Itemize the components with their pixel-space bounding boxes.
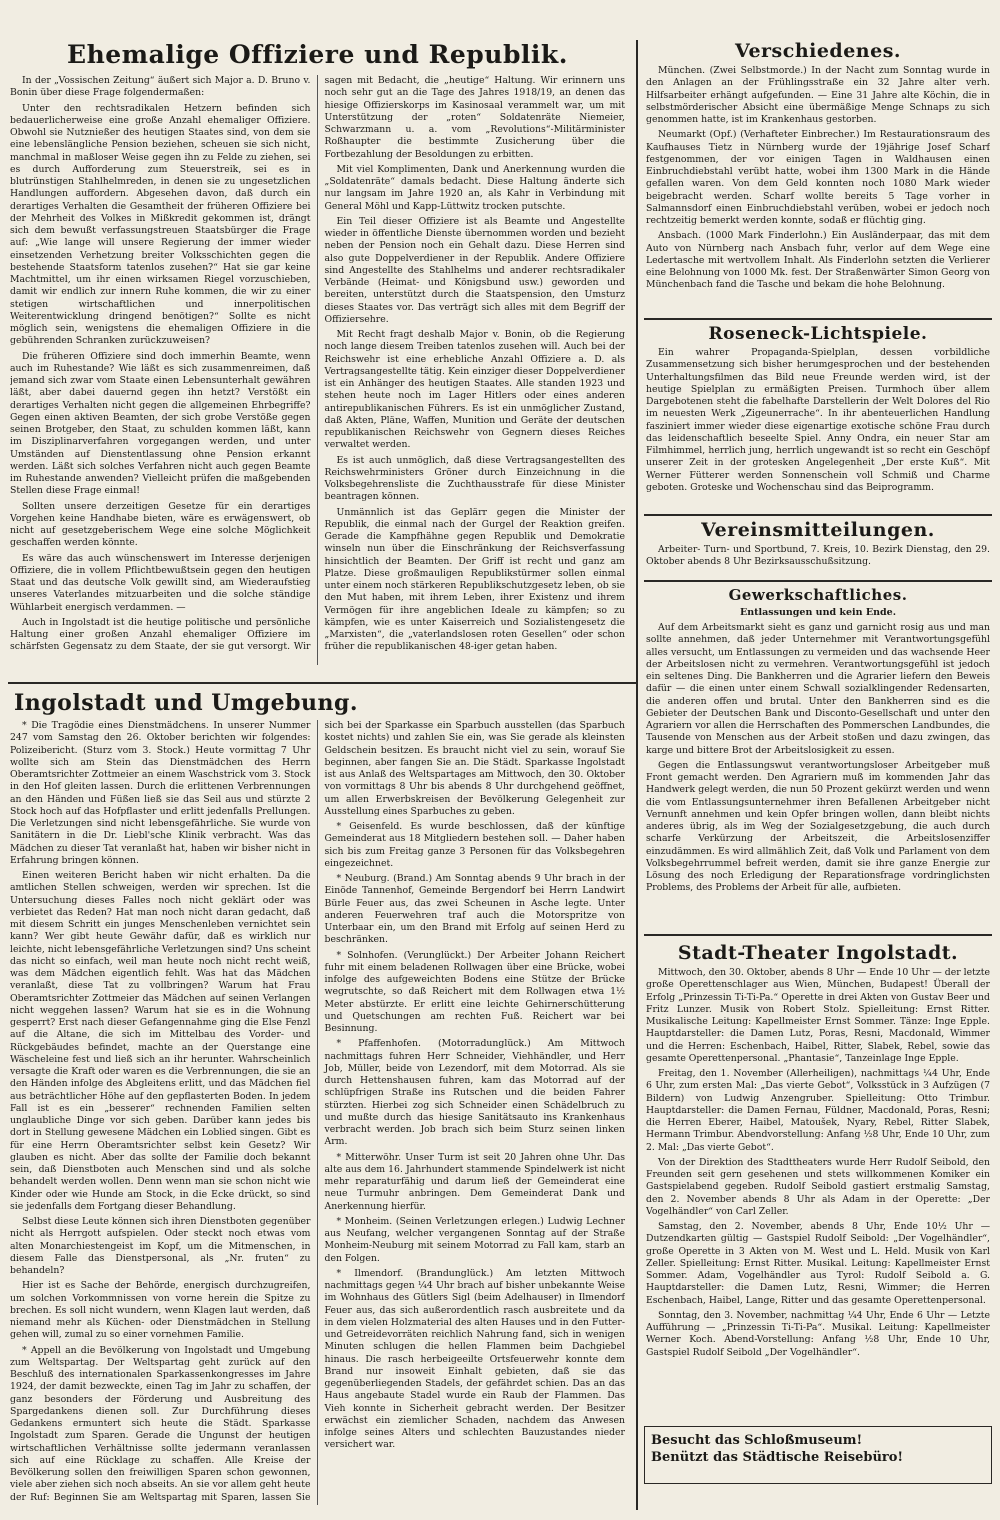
ingolstadt-paragraph: Selbst diese Leute können sich ihren Dienstboten gegenüber nicht als Herrgott aufspielen. Oder steckt noch etwas vom alten Monarchiestengeist im Kopf, um die Mitmenschen, in diesem Falle das Dienstpersonal, als „Nr. fruten“ zu behandeln? <box>10 1216 311 1276</box>
ingolstadt-paragraph: * Ilmendorf. (Brandunglück.) Am letzten Mittwoch nachmittags gegen ¼4 Uhr brach auf bisher unbekannte Weise im Wohnhaus des Gütlers Sigl (beim Adelhauser) in Ilmendorf Feuer aus, das sich außerordentlich rasch ausbreitete und da in dem vielen Holzmaterial des alten Hauses und in den Futter- und Getreidevorräten reichlich Nahrung fand, sich in wenigen Minuten schlugen die hellen Flammen beim Dachgiebel hinaus. Die rasch herbeigeeilte Ortsfeuerwehr konnte dem Brand nur insoweit Einhalt gebieten, daß sie das gegenüberliegenden Stadels, der gefährdet schien. Das an das Haus angebaute Stadel wurde ein Raub der Flammen. Das Vieh konnte in Sicherheit gebracht werden. Der Besitzer erwächst ein ziemlicher Schaden, nachdem das Anwesen infolge seines Alters und schlechten Bauzustandes nieder versichert war. <box>324 1267 625 1451</box>
officers-body <box>10 75 625 665</box>
gewerk-paragraph: Gegen die Entlassungswut verantwortungsloser Arbeitgeber muß Front gemacht werden. Den Agrariern muß im kommenden Jahr das Handwerk gelegt werden, die nun 50 Prozent gekürzt werden und wenn die vom Entlassungsunternehmer ihren Befallenen Arbeitgeber nicht Vernunft annehmen und kein Opfer bringen wollen, dann bleibt nichts anderes übrig, als im Weg der Sozialgesetzgebung, die auch durch scharfe Verkürzung der Arbeitszeit, die Arbeitslosenziffer einzudämmen. Es wird allmählich Zeit, daß Volk und Parlament von dem Volksbegehrrummel befreit werden, damit sie ihre ganze Energie zur Lösung des noch Erledigung der Reparationsfrage vordringlichsten Problems, des Problems der Arbeit für alle, aufbieten. <box>646 759 990 894</box>
officers-paragraph: Mit viel Komplimenten, Dank und Anerkennung wurden die „Soldatenräte“ damals bedacht. Diese Haltung änderte sich nur langsam im Jahre 1920 an, als Kahr in Verbindung mit General Möhl und Kapp-Lüttwitz trocken putschte. <box>324 163 625 212</box>
ingolstadt-body <box>10 720 625 1505</box>
verschiedenes-paragraph: Neumarkt (Opf.) (Verhafteter Einbrecher.) Im Restaurationsraum des Kaufhauses Tietz in Nürnberg wurde der 19jährige Josef Scharf festgenommen, der vor einigen Tagen in Waldhausen einen Einbruchdiebstahl verübt hatte, wobei ihm 1300 Mark in die Hände gefallen waren. Von dem Geld konnten noch 1080 Mark wieder beigebracht werden. Scharf wollte bereits 5 Tage vorher in Salmannsdorf einen Einbruchdiebstahl verüben, wobei er jedoch noch rechtzeitig bemerkt werden konnte, sodaß er flüchtig ging. <box>646 129 990 226</box>
verein-article <box>646 519 990 575</box>
ingolstadt-article <box>10 690 625 1510</box>
ingolstadt-paragraph: * Monheim. (Seinen Verletzungen erlegen.) Ludwig Lechner aus Neufang, welcher vergangenen Sonntag auf der Straße Monheim-Neuburg mit seinem Motorrad zu Fall kam, starb an den Folgen. <box>324 1215 625 1264</box>
rosenecker-article <box>646 324 990 508</box>
section-divider <box>8 682 636 684</box>
ingolstadt-paragraph: * Solnhofen. (Verunglückt.) Der Arbeiter Johann Reichert fuhr mit einem beladenen Rollwagen über eine Brücke, wobei infolge des aufgeweichten Bodens eine Stütze der Brücke wegrutschte, so daß Reichert mit dem Rollwagen etwa 1½ Meter abstürzte. Er erlitt eine leichte Gehirnerschütterung und Quetschungen am rechten Fuß. Reichert war bei Besinnung. <box>324 949 625 1034</box>
ingolstadt-paragraph: * Mitterwöhr. Unser Turm ist seit 20 Jahren ohne Uhr. Das alte aus dem 16. Jahrhundert stammende Spindelwerk ist nicht mehr reparaturfähig und darum ließ der Gemeinderat eine neue Turmuhr anbringen. Dem Gemeinderat Dank und Anerkennung hierfür. <box>324 1151 625 1212</box>
ingolstadt-headline: Ingolstadt und Umgebung. <box>14 690 358 716</box>
ingolstadt-paragraph: * Neuburg. (Brand.) Am Sonntag abends 9 Uhr brach in der Einöde Tannenhof, Gemeinde Bergendorf bei Herrn Landwirt Bürle Feuer aus, das zwei Scheunen in Asche legte. Unter anderen Feuerwehren traf auch die Motorspritze von Unterbaar ein, um den Brand mit Erfolg auf seinen Herd zu beschränken. <box>324 873 625 946</box>
ingolstadt-paragraph: * Geisenfeld. Es wurde beschlossen, daß der künftige Gemeinderat aus 18 Mitgliedern bestehen soll. — Daher haben sich bis zum Freitag ganze 3 Personen für das Volksbegehren eingezeichnet. <box>324 821 625 869</box>
theater-paragraph: Sonntag, den 3. November, nachmittag ¼4 Uhr, Ende 6 Uhr — Letzte Aufführung — „Prinzessin Ti-Ti-Pa“. Musikal. Leitung: Kapellmeister Werner Koch. Abend-Vorstellung: Anfang ½8 Uhr, Ende 10 Uhr, Gastspiel Rudolf Seibold „Der Vogelhändler“. <box>646 1309 990 1358</box>
column-divider <box>636 40 638 1510</box>
ingolstadt-paragraph: * Appell an die Bevölkerung von Ingolstadt und Umgebung zum Weltspartag. Der Weltspartag geht zurück auf den Beschluß des internationalen Sparkassenkongresses im Jahre 1924, der damit bezweckte, einen Tag im Jahr zu schaffen, der ganz besonders der Förderung und Ausbreitung des Spargedankens dienen soll. Zur Durchführung dieses Gedankens ermuntert sich heute die Städt. Sparkasse Ingolstadt zum Sparen. Gerade die Ungunst der heutigen wirtschaftlichen Verhältnisse sollte jedermann veranlassen sich auf eine Rücklage zu schaffen. Alle Kreise der Bevölkerung sollen den freiwilligen Sparen schon gewonnen, viele aber ziehen sich noch abseits. An sie vor allem geht heute der Ruf: Beginnen Sie am Weltspartag mit Sparen, lassen Sie sich bei der Sparkasse ein Sparbuch ausstellen (das Sparbuch kostet nichts) und zahlen Sie ein, was Sie gerade als kleinsten Geldschein besitzen. Es braucht nicht viel zu sein, worauf Sie beginnen, aber fangen Sie an. Die Städt. Sparkasse Ingolstadt ist aus Anlaß des Weltspartages am Mittwoch, den 30. Oktober von vormittags 8 Uhr bis abends 8 Uhr durchgehend geöffnet, um allen Erwerbskreisen der Bevölkerung Gelegenheit zur Ausstellung eines Sparbuches zu geben. <box>10 720 625 1503</box>
verein-text: Arbeiter- Turn- und Sportbund, 7. Kreis, 10. Bezirk Dienstag, den 29. Oktober abends 8 Uhr Bezirksausschußsitzung. <box>646 544 990 568</box>
ingolstadt-paragraph: Einen weiteren Bericht haben wir nicht erhalten. Da die amtlichen Stellen schweigen, werden wir sprechen. Ist die Untersuchung dieses Falles noch nicht geklärt oder was verbietet das Reden? Hat man noch nicht daran gedacht, daß mit diesem Schritt ein junges Menschenleben vernichtet sein kann? Wer gibt heute Gewähr dafür, daß es wirklich nur leichte, nicht lebensgefährliche Verletzungen sind? Uns scheint das nicht so einfach, weil man heute noch nicht recht weiß, was dem Mädchen eigentlich fehlt. Was hat das Mädchen veranlaßt, diese Tat zu vollbringen? Warum hat Frau Oberamtsrichter Zottmeier das Mädchen auf seinen Verlangen nicht weggehen lassen? Warum hat sie es in die Wohnung gesperrt? Erst nach dieser Gefangennahme ging die Else Fenzl auf die Altane, die sich im Mittelbau des Vorder- und Rückgebäudes befindet, machte an der Querstange eine Wäscheleine fest und ließ sich an ihr herunter. Wahrscheinlich versagte die Kraft oder waren es die Verbrennungen, die sie an den Händen infolge des Abgleitens erlitt, und das Mädchen fiel aus beträchtlicher Höhe auf den gepflasterten Boden. In jedem Fall ist es ein „besserer“ rechnenden Familien selten unglaubliche Dinge vor sich geben. Darüber kann jedes bis dort in Stellung gewesene Mädchen ein Loblied singen. Gibt es für eine Herrn Oberamtsrichter selbst kein Gesetz? Wir glauben es nicht. Aber das sollte der Familie doch bekannt sein, daß Dienstboten auch Menschen sind und als solche behandelt werden wollen. Denn wenn man sie schon nicht wie Kinder oder wie Hunde am Stock, in die Ecke drückt, so sind sie jedenfalls dem Fortgang dieser Behandlung. <box>10 870 311 1212</box>
rosenecker-headline: Roseneck-Lichtspiele. <box>708 324 928 344</box>
section-divider <box>644 514 992 516</box>
theater-paragraph: Samstag, den 2. November, abends 8 Uhr, Ende 10½ Uhr — Dutzendkarten gültig — Gastspiel Rudolf Seibold: „Der Vogelhändler“, große Operette in 3 Akten von M. West und L. Held. Musik von Karl Zeller. Spielleitung: Ernst Ritter. Musikal. Leitung: Kapellmeister Ernst Sommer. Adam, Vogelhändler aus Tyrol: Rudolf Seibold a. G. Hauptdarsteller: die Damen Lutz, Resni, Wimmer; die Herren Eschenbach, Haibel, Lange, Ritter und das gesamte Operettenpersonal. <box>646 1221 990 1306</box>
officers-paragraph: Die früheren Offiziere sind doch immerhin Beamte, wenn auch im Ruhestande? Wie läßt es sich zusammenreimen, daß jemand sich zwar vom Staate einen Lebensunterhalt gewähren läßt, aber dabei dauernd gegen ihn hetzt? Verstößt ein derartiges Verhalten nicht gegen die allgemeinen Ehrbegriffe? Gegen einen aktiven Beamten, der sich grobe Verstöße gegen seinen Brotgeber, den Staat, zu schulden kommen läßt, kann im Disziplinarverfahren vorgegangen werden, und unter Umständen auf Dienstentlassung ohne Pension erkannt werden. Läßt sich solches Verfahren nicht auch gegen Beamte im Ruhestande anwenden? Vielleicht prüfen die maßgebenden Stellen diese Frage einmal! <box>10 350 311 497</box>
rosenecker-text: Ein wahrer Propaganda-Spielplan, dessen vorbildliche Zusammensetzung sich bisher herumgesprochen und der bestehenden Unterhaltungsfilmen das Bild neue Freunde werden wird, ist der heutige Spielplan zu ermäßigten Preisen. Turmhoch über allem Dargebotenen steht die fabelhafte Darstellerin der Welt Dolores del Rio im neuesten Werk „Zigeunerrache“. In ihr abenteuerlichen Handlung fasziniert immer wieder diese eigenartige exotische schöne Frau durch das leidenschaftlich beseelte Spiel. Anny Ondra, ein neuer Star am Filmhimmel, herrlich jung, herrlich ungewandt ist so recht ein Geschöpf unserer Zeit in der grotesken Angelegenheit „Der erste Kuß“. Mit Werner Fütterer werden Sonnenschein voll Schmiß und Charme geboten. Groteske und Wochenschau sind das Beiprogramm. <box>646 347 990 493</box>
verein-headline: Vereinsmitteilungen. <box>701 519 935 541</box>
theater-paragraph: Freitag, den 1. November (Allerheiligen), nachmittags ¼4 Uhr, Ende 6 Uhr, zum ersten Mal: „Das vierte Gebot“, Volksstück in 3 Aufzügen (7 Bildern) von Ludwig Anzengruber. Spielleitung: Otto Trimbur. Hauptdarsteller: die Damen Fernau, Füldner, Macdonald, Poras, Resni; die Herren Eberer, Haibel, Matoušek, Nyary, Rebel, Ritter Slabek, Hermann Trimbur. Abendvorstellung: Anfang ½8 Uhr, Ende 10 Uhr, zum 2. Mal: „Das vierte Gebot“. <box>646 1068 990 1153</box>
section-divider <box>644 580 992 582</box>
theater-article <box>646 942 990 1420</box>
gewerk-article <box>646 586 990 926</box>
officers-paragraph: Unter den rechtsradikalen Hetzern befinden sich bedauerlicherweise eine große Anzahl ehemaliger Offiziere. Obwohl sie Nutznießer des heutigen Staates sind, von dem sie eine lebenslängliche Pension beziehen, scheuen sie sich nicht, manchmal in maßloser Weise gegen ihn zu Felde zu ziehen, sei es durch Aufforderung zum Steuerstreik, sei es in blutrünstigen Stahlhelmreden, in denen sie zu ungesetzlichen Handlungen auffordern. Abgesehen davon, daß durch ein derartiges Verhalten die Gesamtheit der früheren Offiziere bei der Mehrheit des Volkes in Mißkredit gekommen ist, drängt sich dem bewußt verfassungstreuen Staatsbürger die Frage auf: „Wie lange will unsere Regierung der immer wieder einsetzenden Verhetzung breiter Volksschichten gegen die bestehende Staatsform tatenlos zusehen?“ Hat sie gar keine Machtmittel, um ihr einen wirksamen Riegel vorzuschieben, damit wir endlich zur innern Ruhe kommen, die wir zu einer stetigen wirtschaftlichen und innerpolitischen Weiterentwicklung dringend benötigen?“ Sollte es nicht möglich sein, wenigstens die ehemaligen Offiziere in die gebührenden Schranken zurückzuweisen? <box>10 102 311 347</box>
gewerk-headline: Gewerkschaftliches. <box>728 586 908 604</box>
officers-paragraph: Ein Teil dieser Offiziere ist als Beamte und Angestellte wieder in öffentliche Dienste übernommen worden und bezieht neben der Pension noch ein Gehalt dazu. Diese Herren sind also gute Doppelverdiener in der Republik. Andere Offiziere sind Angestellte des Stahlhelms und anderer rechtsradikaler Verbände (Heimat- und Königsbund usw.) geworden und bereiten, unterstützt durch die Staatspension, den Umsturz dieses Staates vor. Das verträgt sich alles mit dem Begriff der Offiziersehre. <box>324 215 625 325</box>
gewerk-paragraph: Auf dem Arbeitsmarkt sieht es ganz und garnicht rosig aus und man sollte annehmen, daß jeder Unternehmer mit Verantwortungsgefühl alles versucht, um Entlassungen zu vermeiden und das wachsende Heer der Arbeitslosen nicht zu vermehren. Verantwortungsgefühl ist jedoch ein seltenes Ding. Die Bankherren und die Agrarier liefern den Beweis dafür — die einen unter einem Schwall sozialklingender Redensarten, die anderen offen und brutal. Unter den Bankherren sind es die Gebieter der Deutschen Bank und Disconto-Gesellschaft und unter den Agrariern vor allen die Herrschaften des Pommerschen Landbundes, die Tausende von Menschen aus der Arbeit stoßen und dazu zwingen, das karge und bittere Brot der Arbeitslosigkeit zu essen. <box>646 622 990 756</box>
section-divider <box>644 934 992 936</box>
verschiedenes-paragraph: München. (Zwei Selbstmorde.) In der Nacht zum Sonntag wurde in den Anlagen an der Frühlingsstraße ein 32 Jahre alter verh. Hilfsarbeiter erhängt aufgefunden. — Eine 31 Jahre alte Köchin, die in selbstmörderischer Absicht eine übermäßige Menge Schnaps zu sich genommen hatte, ist im Krankenhaus gestorben. <box>646 65 990 125</box>
verschiedenes-paragraph: Ansbach. (1000 Mark Finderlohn.) Ein Ausländerpaar, das mit dem Auto von Nürnberg nach Ansbach fuhr, verlor auf dem Wege eine Ledertasche mit wertvollem Inhalt. Als Finderlohn setzten die Verlierer eine Belohnung von 1000 Mk. fest. Der Straßenwärter Simon Georg von Münchenbach fand die Tasche und bekam die hohe Belohnung. <box>646 230 990 291</box>
officers-headline: Ehemalige Offiziere und Republik. <box>67 40 568 69</box>
ads-box <box>644 1426 992 1484</box>
museum-ad: Besucht das Schloßmuseum! <box>651 1433 863 1448</box>
officers-paragraph: Mit Recht fragt deshalb Major v. Bonin, ob die Regierung noch lange diesem Treiben tatenlos zusehen will. Auch bei der Reichswehr ist eine erhebliche Anzahl Offiziere a. D. als Vertragsangestellte tätig. Kein einziger dieser Doppelverdiener ist ein Anhänger des heutigen Staates. Alle standen 1923 und stehen heute noch im Lager Hitlers oder eines anderen antirepublikanischen Führers. Es ist ein unmöglicher Zustand, daß Akten, Pläne, Waffen, Munition und Geräte der deutschen republikanischen Reichswehr von Gegnern dieses Reiches verwaltet werden. <box>324 329 625 451</box>
verschiedenes-headline: Verschiedenes. <box>734 40 902 62</box>
reisebuero-ad: Benützt das Städtische Reisebüro! <box>651 1450 904 1465</box>
ingolstadt-paragraph: * Pfaffenhofen. (Motorradunglück.) Am Mittwoch nachmittags fuhren Herr Schneider, Viehhändler, und Herr Job, Müller, beide von Lezendorf, mit dem Motorrad. Als sie durch Hettenshausen fuhren, kam das Motorrad auf der schlüpfrigen Straße ins Rutschen und die beiden Fahrer stürzten. Hierbei zog sich Schneider einen Schädelbruch zu und mußte durch das hiesige Sanitätsauto ins Krankenhaus verbracht werden. Job brach sich beim Sturz seinen linken Arm. <box>324 1038 625 1148</box>
officers-paragraph: Es wäre das auch wünschenswert im Interesse derjenigen Offiziere, die in vollem Pflichtbewußtsein gegen den heutigen Staat und das deutsche Volk gewillt sind, am Wiederaufstieg unseres Vaterlandes mitzuarbeiten und die solche ständige Wühlarbeit energisch verdammen. — <box>10 552 311 613</box>
section-divider <box>644 318 992 320</box>
officers-paragraph: Unmännlich ist das Geplärr gegen die Minister der Republik, die einmal nach der Gurgel der Reaktion greifen. Gerade die Kampfhähne gegen Republik und Demokratie winseln nun über die Einschränkung der Reichsverfassung hinsichtlich der Beamten. Der Griff ist recht und ganz am Platze. Diese großmauligen Republikstürmer sollen einmal unter einem noch stärkeren Republikschutzgesetz leben, ob sie den Mut haben, mit ihrem Leben, ihrer Existenz und ihrem Vermögen für ihre angeblichen Ideale zu kämpfen; so zu kämpfen, wie es unter Kaiserreich und Sozialistengesetz die „Marxisten“, die „vaterlandslosen roten Gesellen“ oder schon früher die republikanischen 48-iger getan haben. <box>324 506 625 653</box>
theater-paragraph: Mittwoch, den 30. Oktober, abends 8 Uhr — Ende 10 Uhr — der letzte große Operettenschlager aus Wien, München, Budapest! Überall der Erfolg „Prinzessin Ti-Ti-Pa.“ Operette in drei Akten von Gustav Beer und Fritz Lunzer. Musik von Robert Stolz. Spielleitung: Ernst Ritter. Musikalische Leitung: Kapellmeister Ernst Sommer. Tänze: Inge Epple. Hauptdarsteller: die Damen Lutz, Poras, Resni, Macdonald, Wimmer und die Herren: Eschenbach, Haibel, Ritter, Slabek, Rebel, sowie das gesamte Operettenpersonal. „Phantasie“, Tanzeinlage Inge Epple. <box>646 967 990 1064</box>
officers-article <box>10 40 625 670</box>
officers-paragraph: Auch in Ingolstadt ist die heutige politische und persönliche Haltung einer großen Anzahl ehemaliger Offiziere im schärfsten Gegensatz zu dem Staate, der sie gut versorgt. Wir sagen mit Bedacht, die „heutige“ Haltung. Wir erinnern uns noch sehr gut an die Tage des Jahres 1918/19, an denen das hiesige Offizierskorps im Kasinosaal verammelt war, um mit Unterstützung der „roten“ Soldatenräte Niemeier, Schwarzmann u. a. vom „Revolutions“-Militärminister Roßhaupter die bestimmte Zusicherung über die Fortbezahlung der Besoldungen zu erbitten. <box>10 75 625 653</box>
officers-paragraph: Sollten unsere derzeitigen Gesetze für ein derartiges Vorgehen keine Handhabe bieten, wäre es erwägenswert, ob nicht auf gesetzgeberischem Wege eine solche Möglichkeit geschaffen werden könnte. <box>10 500 311 549</box>
verschiedenes-article <box>646 40 990 295</box>
theater-headline: Stadt-Theater Ingolstadt. <box>677 942 959 964</box>
officers-paragraph: Es ist auch unmöglich, daß diese Vertragsangestellten des Reichswehrministers Gröner durch Einzeichnung in die Volksbegehrensliste die Zuchthausstrafe für diese Minister beantragen können. <box>324 454 625 503</box>
ingolstadt-paragraph: * Die Tragödie eines Dienstmädchens. In unserer Nummer 247 vom Samstag den 26. Oktober berichten wir folgendes: Polizeibericht. (Sturz vom 3. Stock.) Heute vormittag 7 Uhr wollte sich am Stein das Dienstmädchen des Herrn Oberamtsrichter Zottmeier an einem Waschstrick vom 3. Stock in den Hof gleiten lassen. Durch die erlittenen Verbrennungen an den Händen und Füßen ließ sie das Seil aus und stürzte 2 Stock hoch auf das Hofpflaster und erlitt jedenfalls Prellungen. Die Verletzungen sind nicht lebensgefährliche. Sie wurde von Sanitätern in die Dr. Liebl'sche Klinik verbracht. Was das Mädchen zu dieser Tat veranlaßt hat, haben wir bisher nicht in Erfahrung bringen können. <box>10 720 311 866</box>
ingolstadt-paragraph: Hier ist es Sache der Behörde, energisch durchzugreifen, um solchen Vorkommnissen von vorne herein die Spitze zu brechen. Es soll nicht wundern, wenn Klagen laut werden, daß niemand mehr als Küchen- oder Dienstmädchen in Stellung gehen will, zumal zu so einer vornehmen Familie. <box>10 1280 311 1341</box>
theater-paragraph: Von der Direktion des Stadttheaters wurde Herr Rudolf Seibold, den Freunden seit gern gesehenen und stets willkommenen Komiker ein Gastspielabend gegeben. Rudolf Seibold gastiert erstmalig Samstag, den 2. November abends 8 Uhr als Adam in der Operette: „Der Vogelhändler“ von Carl Zeller. <box>646 1156 990 1217</box>
gewerk-subheadline: Entlassungen und kein Ende. <box>739 607 897 618</box>
officers-paragraph: In der „Vossischen Zeitung“ äußert sich Major a. D. Bruno v. Bonin über diese Frage folgendermaßen: <box>10 75 311 99</box>
